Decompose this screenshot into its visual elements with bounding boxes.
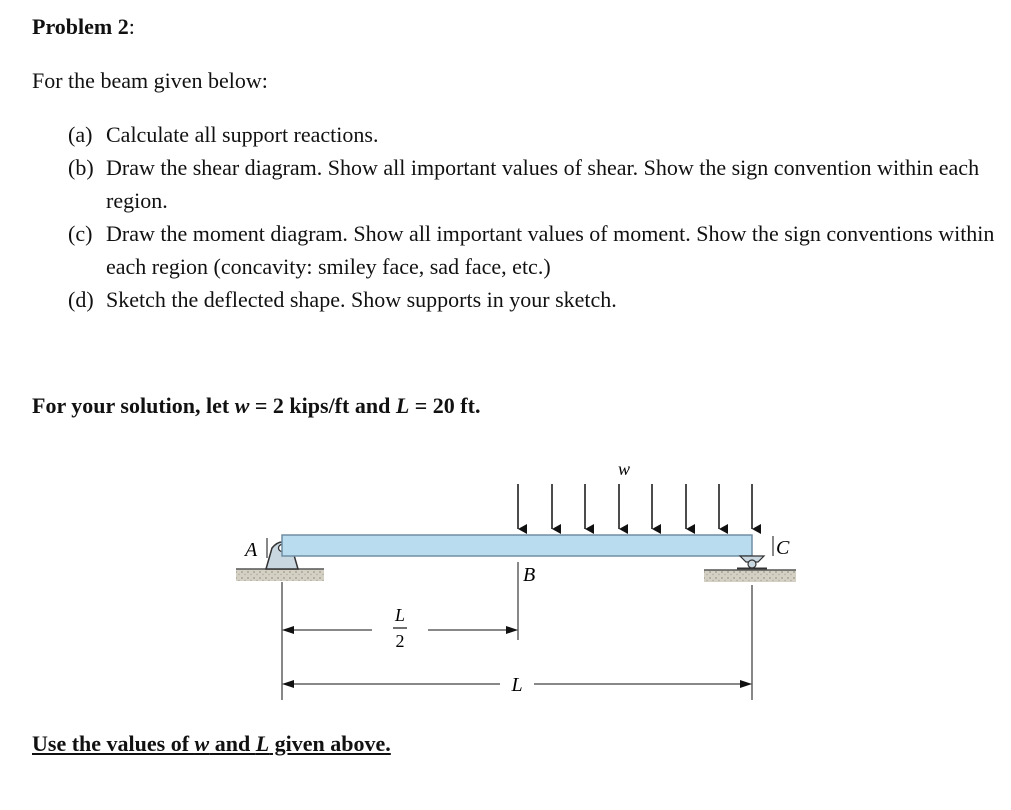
footnote xyxy=(32,731,391,757)
span-label: L xyxy=(511,674,523,696)
problem-title: Problem 2 xyxy=(32,14,129,39)
given-l-value: = 20 ft. xyxy=(409,393,481,418)
given-w-symbol: w xyxy=(234,393,250,418)
heading-colon: : xyxy=(128,14,135,39)
footnote-prefix: Use the values of xyxy=(32,731,195,756)
task-label: (a) xyxy=(68,122,93,147)
task-text: Draw the shear diagram. Show all important values of shear. Show the sign convention within each region. xyxy=(106,155,980,213)
task-label: (b) xyxy=(68,155,94,180)
distributed-load xyxy=(518,484,752,529)
task-label: (c) xyxy=(68,221,93,246)
ground-a xyxy=(236,569,324,581)
roller-support-icon xyxy=(737,556,767,569)
task-text: Sketch the deflected shape. Show supports in your sketch. xyxy=(106,287,617,312)
footnote-l-symbol: L xyxy=(255,731,270,756)
label-c: C xyxy=(776,537,790,559)
given-w-value: = 2 kips/ft and xyxy=(249,393,396,418)
beam xyxy=(282,535,752,556)
task-text: Draw the moment diagram. Show all important values of moment. Show the sign conventions within each region (concavity: smiley face, sad face, etc.) xyxy=(106,221,995,279)
load-label: w xyxy=(617,459,631,479)
task-text: Calculate all support reactions. xyxy=(106,122,379,147)
intro-text: For the beam given below: xyxy=(32,68,268,93)
half-span-denominator: 2 xyxy=(395,631,405,651)
footnote-suffix: given above. xyxy=(269,731,391,756)
footnote-middle: and xyxy=(209,731,256,756)
given-prefix: For your solution, let xyxy=(32,393,235,418)
given-l-symbol: L xyxy=(395,393,410,418)
label-b: B xyxy=(523,564,536,586)
task-label: (d) xyxy=(68,287,94,312)
half-span-numerator: L xyxy=(394,605,406,625)
dimension-half-span xyxy=(283,605,517,651)
dimension-span xyxy=(283,674,751,696)
label-a: A xyxy=(245,539,258,561)
footnote-w-symbol: w xyxy=(194,731,210,756)
ground-c xyxy=(704,570,796,582)
